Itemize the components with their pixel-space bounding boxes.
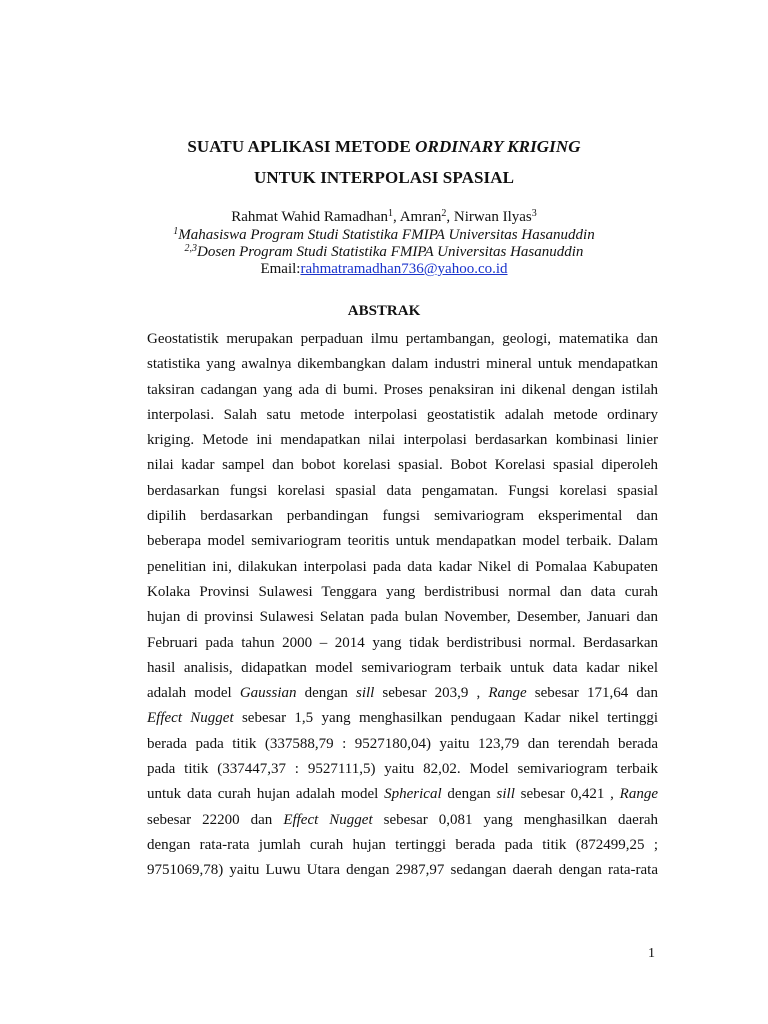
abstract-line: 9751069,78) yaitu Luwu Utara dengan 2987,97 sedangan daerah dengan rata-rata bbox=[147, 862, 658, 879]
abstract-line bbox=[147, 681, 658, 706]
affiliation-2 bbox=[0, 244, 768, 261]
abstract-line: statistika yang awalnya dikembangkan dalam industri mineral untuk mendapatkan bbox=[147, 356, 658, 373]
paper-title-line-1 bbox=[0, 137, 768, 157]
text-run: dengan bbox=[296, 685, 356, 702]
abstract-line: kriging. Metode ini mendapatkan nilai interpolasi berdasarkan kombinasi linier bbox=[147, 432, 658, 449]
affiliation-1 bbox=[0, 227, 768, 244]
abstract-line: dipilih berdasarkan perbandingan fungsi semivariogram eksperimental dan bbox=[147, 508, 658, 525]
text-run: untuk data curah hujan adalah model bbox=[147, 786, 385, 803]
title-prefix: SUATU APLIKASI METODE bbox=[187, 137, 416, 156]
term-effect-nugget: Effect Nugget bbox=[147, 710, 234, 727]
term-range: Range bbox=[619, 786, 658, 803]
text-run: sebesar 0,421 , bbox=[514, 786, 620, 803]
abstract-line: nilai kadar sampel dan bobot korelasi spasial. Bobot Korelasi spasial diperoleh bbox=[147, 457, 658, 474]
abstract-line bbox=[147, 808, 658, 833]
term-effect-nugget: Effect Nugget bbox=[283, 811, 373, 828]
affiliation-2-sup: 2,3 bbox=[184, 243, 198, 254]
text-run: adalah model bbox=[147, 685, 240, 702]
author-3-sup: 3 bbox=[531, 208, 537, 219]
abstract-line: berada pada titik (337588,79 : 9527180,04) yaitu 123,79 dan terendah berada bbox=[147, 735, 658, 752]
page-number: 1 bbox=[648, 946, 655, 961]
term-range: Range bbox=[488, 685, 527, 702]
title-italic: ORDINARY KRIGING bbox=[415, 137, 581, 156]
author-1: Rahmat Wahid Ramadhan bbox=[231, 209, 389, 225]
text-run: sebesar 203,9 , bbox=[374, 685, 489, 702]
abstract-line bbox=[147, 782, 658, 807]
email-label: Email: bbox=[260, 261, 301, 277]
abstract-body bbox=[147, 327, 658, 884]
term-sill: sill bbox=[356, 685, 375, 702]
text-run: sebesar 22200 dan bbox=[147, 811, 284, 828]
abstract-line: Geostatistik merupakan perpaduan ilmu pertambangan, geologi, matematika dan bbox=[147, 331, 658, 347]
abstract-line: dengan rata-rata jumlah curah hujan tertinggi berada pada titik (872499,25 ; bbox=[147, 836, 658, 853]
abstract-line: Kolaka Provinsi Sulawesi Tenggara yang berdistribusi normal dan data curah bbox=[147, 583, 658, 600]
author-3: , Nirwan Ilyas bbox=[446, 209, 532, 225]
term-spherical: Spherical bbox=[384, 786, 442, 803]
abstract-line: berdasarkan fungsi korelasi spasial data pengamatan. Fungsi korelasi spasial bbox=[147, 482, 658, 499]
author-2-sup: 2 bbox=[441, 208, 447, 219]
abstract-line: hasil analisis, didapatkan model semivariogram terbaik untuk data kadar nikel bbox=[147, 659, 658, 676]
abstract-line: penelitian ini, dilakukan interpolasi pada data kadar Nikel di Pomalaa Kabupaten bbox=[147, 558, 658, 575]
term-sill: sill bbox=[496, 786, 515, 803]
abstract-heading: ABSTRAK bbox=[347, 303, 421, 319]
author-1-sup: 1 bbox=[388, 208, 394, 219]
abstract-line: beberapa model semivariogram teoritis untuk mendapatkan model terbaik. Dalam bbox=[147, 533, 658, 550]
author-2: , Amran bbox=[393, 209, 442, 225]
text-run: sebesar 171,64 dan bbox=[526, 685, 658, 702]
affiliation-1-text: Mahasiswa Program Studi Statistika FMIPA Universitas Hasanuddin bbox=[178, 227, 595, 243]
affiliation-2-text: Dosen Program Studi Statistika FMIPA Universitas Hasanuddin bbox=[197, 244, 584, 260]
abstract-line: taksiran cadangan yang ada di bumi. Proses penaksiran ini dikenal dengan istilah bbox=[147, 381, 658, 398]
text-run: sebesar 1,5 yang menghasilkan pendugaan Kadar nikel tertinggi bbox=[233, 710, 659, 727]
author-list bbox=[0, 209, 768, 226]
email-link[interactable]: rahmatramadhan736@yahoo.co.id bbox=[300, 261, 508, 277]
email-line bbox=[0, 261, 768, 278]
abstract-line: interpolasi. Salah satu metode interpolasi geostatistik adalah metode ordinary bbox=[147, 406, 658, 423]
abstract-line bbox=[147, 706, 658, 731]
abstract-line: hujan di provinsi Sulawesi Selatan pada bulan November, Desember, Januari dan bbox=[147, 609, 658, 626]
text-run: dengan bbox=[441, 786, 497, 803]
abstract-line: pada titik (337447,37 : 9527111,5) yaitu 82,02. Model semivariogram terbaik bbox=[147, 761, 658, 778]
paper-title-line-2: UNTUK INTERPOLASI SPASIAL bbox=[253, 168, 515, 187]
affiliation-1-sup: 1 bbox=[173, 226, 179, 237]
term-gaussian: Gaussian bbox=[239, 685, 297, 702]
text-run: sebesar 0,081 yang menghasilkan daerah bbox=[372, 811, 658, 828]
abstract-line: Februari pada tahun 2000 – 2014 yang tidak berdistribusi normal. Berdasarkan bbox=[147, 634, 658, 651]
